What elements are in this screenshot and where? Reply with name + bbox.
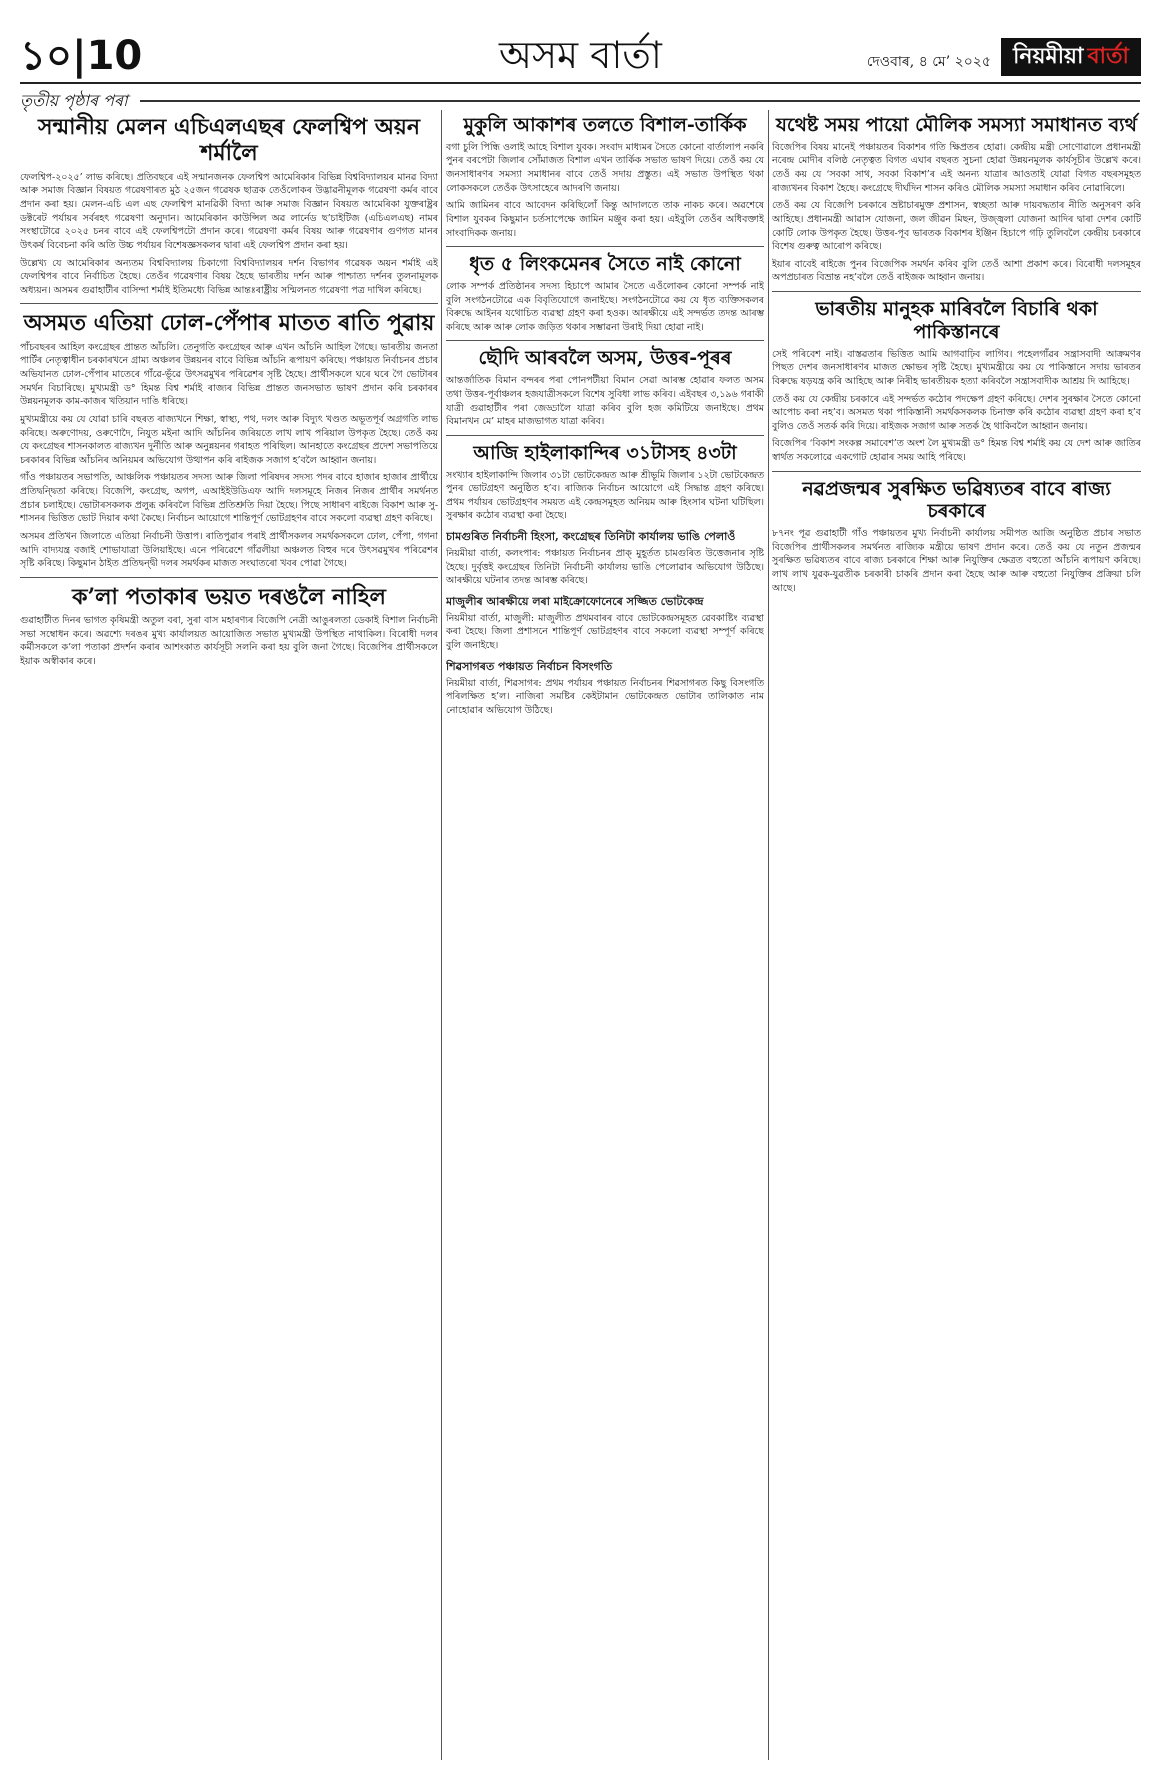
masthead [20, 20, 1141, 84]
article-headline: সন্মানীয় মেলন এচিএলএছৰ ফেলশ্বিপ অয়ন শৰ্মালৈ [37, 114, 421, 167]
divider [772, 291, 1141, 292]
article-body [20, 614, 438, 669]
article-headline: আজি হাইলাকান্দিৰ ৩১টাসহ ৪৩টা [473, 441, 737, 464]
paragraph: সেই পৰিবেশ নাই। বাস্তৱতাৰ ভিত্তিত আমি আগবাঢ়িব লাগিব। পহেলগাঁৱৰ সন্ত্ৰাসবাদী আক্ৰমণৰ পিছত দেশৰ জনসাধাৰণৰ মাজত ক্ষোভৰ সৃষ্টি হৈছে। মুখ্যমন্ত্ৰীয়ে কয় যে পাকিস্তানে সদায় ভাৰতৰ বিৰুদ্ধে ষড়যন্ত্ৰ কৰি আহিছে আৰু নিৰীহ ভাৰতীয়ক হত্যা কৰিবলৈ সন্ত্ৰাসবাদীক আশ্ৰয় দি আহিছে। [772, 348, 1141, 387]
paragraph: ফেলশ্বিপ-২০২৫’ লাভ কৰিছে। প্ৰতিবছৰে এই সন্মানজনক ফেলশ্বিপ আমেৰিকাৰ বিভিন্ন বিশ্ববিদ্যালয়ৰ মানৱ বিদ্যা আৰু সমাজ বিজ্ঞান বিষয়ত গৱেষণাৰত মুঠ ২৫জন গৱেষক ছাত্ৰক তেওঁলোকৰ উদ্ভাৱনীমূলক গৱেষণা কৰ্মৰ বাবে প্ৰদান কৰা হয়। মেলন-এচি এল এছ ফেলশ্বিপ মানৱিকী বিদ্যা আৰু সমাজ বিজ্ঞান বিষয়ত আমেৰিকা যুক্তৰাষ্ট্ৰৰ ডক্টৰেট পৰ্যায়ৰ সৰ্বৰহৎ গৱেষণা অনুদান। আমেৰিকান কাউন্সিল অৱ লাৰ্নেড ছ’চাইটিজ (এচিএলএছ) নামৰ সংস্থাটোৱে ২০২৫ চনৰ বাবে এই ফেলশ্বিপটো প্ৰদান কৰে। গৱেষণা কৰ্মৰ বিষয় আৰু গৱেষণাৰ গুণগত মানৰ উৎকৰ্ষ বিবেচনা কৰি অতি উচ্চ পৰ্যায়ৰ বিশেষজ্ঞসকলৰ দ্বাৰা এই ফেলশ্বিপ প্ৰদান কৰা হয়। [20, 171, 438, 251]
article-body [20, 171, 438, 298]
divider [446, 340, 764, 341]
divider [772, 471, 1141, 472]
column-middle [446, 110, 764, 1760]
article-headline: যথেষ্ট সময় পায়ো মৌলিক সমস্যা সমাধানত ব্যৰ্থ [775, 114, 1137, 136]
paragraph: আন্তৰ্জাতিক বিমান বন্দৰৰ পৰা পোনপটীয়া বিমান সেৱা আৰম্ভ হোৱাৰ ফলত অসম তথা উত্তৰ-পূৰ্বাঞ্চলৰ হজযাত্ৰীসকলে বিশেষ সুবিধা লাভ কৰিব। এইবছৰ ৩,১৯৬ গৰাকী যাত্ৰী গুৱাহাটীৰ পৰা জেড্ডালৈ যাত্ৰা কৰিব বুলি হজ কমিটিয়ে জনাইছে। প্ৰথম বিমানখন মে’ মাহৰ মাজভাগত যাত্ৰা কৰিব। [446, 375, 764, 428]
article-headline: ক’লা পতাকাৰ ভয়ত দৰঙলৈ নাহিল [72, 583, 386, 610]
column-divider [768, 110, 769, 1760]
paragraph: তেওঁ কয় যে কেন্দ্ৰীয় চৰকাৰে এই সন্দৰ্ভত কঠোৰ পদক্ষেপ গ্ৰহণ কৰিছে। দেশৰ সুৰক্ষাৰ সৈতে কোনো আপোচ কৰা নহ’ব। অসমত থকা পাকিস্তানী সমৰ্থকসকলক চিনাক্ত কৰি কঠোৰ ব্যৱস্থা গ্ৰহণ কৰা হ’ব বুলিও তেওঁ সতৰ্ক কৰি দিয়ে। ৰাইজক সজাগ আৰু সতৰ্ক হৈ থাকিবলৈ আহ্বান জনায়। [772, 393, 1141, 432]
article-body [20, 341, 438, 571]
section-label: তৃতীয় পৃষ্ঠাৰ পৰা [20, 91, 128, 110]
divider [20, 577, 438, 578]
column-right [772, 110, 1141, 1760]
article-body [772, 141, 1141, 285]
article-headline: ভাৰতীয় মানুহক মাৰিবলৈ বিচাৰি থকা পাকিস্তানৰে [815, 298, 1098, 343]
paragraph: মুখ্যমন্ত্ৰীয়ে কয় যে যোৱা চাৰি বছৰত ৰাজ্যখনে শিক্ষা, স্বাস্থ্য, পথ, দলং আৰু বিদ্যুৎ খণ্ডত অভূতপূৰ্ব অগ্ৰগতি লাভ কৰিছে। অৰুণোদয়, ওৰুণোদৈ, নিযুত মইনা আদি আঁচনিৰ জৰিয়তে লাখ লাখ পৰিয়াল উপকৃত হৈছে। তেওঁ কয় যে কংগ্ৰেছৰ শাসনকালত ৰাজ্যখন দুৰ্নীতি আৰু অনুন্নয়নৰ গৰাহত পৰিছিল। আনহাতে কংগ্ৰেছৰ প্ৰদেশ সভাপতিয়ে চৰকাৰৰ বিভিন্ন আঁচনিৰ অনিয়মৰ অভিযোগ উত্থাপন কৰি ৰাইজক সজাগ হ’বলৈ আহ্বান জনায়। [20, 413, 438, 466]
article-body [446, 141, 764, 240]
newspaper-logo [1001, 38, 1141, 76]
paragraph: নিয়মীয়া বাৰ্তা, শিৱসাগৰ: প্ৰথম পৰ্যায়ৰ পঞ্চায়ত নিৰ্বাচনৰ শিৱসাগৰত কিছু বিসংগতি পৰিলক্ষিত হ’ল। নাজিৰা সমষ্টিৰ কেইটামান ভোটকেন্দ্ৰত ভোটাৰ তালিকাত নাম নোহোৱাৰ অভিযোগ উঠিছে। [446, 677, 764, 716]
paragraph: বিজেপিৰ ‘বিকাশ সংকল্প সমাবেশ’ত অংশ লৈ মুখ্যমন্ত্ৰী ড° হিমন্ত বিশ্ব শৰ্মাই কয় যে দেশ আৰু জাতিৰ স্বাৰ্থত সকলোৱে একগোট হোৱাৰ সময় আহি পৰিছে। [772, 438, 1141, 464]
section-rule [140, 100, 1140, 102]
sub-headline: শিৱসাগৰত পঞ্চায়ত নিৰ্বাচন বিসংগতি [446, 659, 613, 673]
divider [446, 435, 764, 436]
paragraph: নিয়মীয়া বাৰ্তা, কলংপাৰ: পঞ্চায়ত নিৰ্বাচনৰ প্ৰাক্ মুহূৰ্তত চামগুৰিত উত্তেজনাৰ সৃষ্টি হৈছে। দুৰ্বৃত্তই কংগ্ৰেছৰ তিনিটা নিৰ্বাচনী কাৰ্যালয় ভাঙি পেলোৱাৰ অভিযোগ উঠিছে। আৰক্ষীয়ে ঘটনাৰ তদন্ত আৰম্ভ কৰিছে। [446, 548, 764, 587]
divider [446, 246, 764, 247]
paragraph: বগা চুলি পিন্ধি ওলাই আহে বিশাল যুবক। সংবাদ মাধ্যমৰ সৈতে কোনো বাৰ্তালাপ নকৰি পুনৰ বৰপেটা জিলাৰ সোঁমাজত বিশাল এখন তাৰ্কিক সভাত ভাষণ দিয়ে। তেওঁ কয় যে জনসাধাৰণৰ সমস্যা সমাধানৰ বাবে তেওঁ সদায় প্ৰস্তুত। এই সভাত উপস্থিত থকা লোকসকলে তেওঁক উৎসাহেৰে আদৰণি জনায়। [446, 141, 764, 194]
logo-accent: বাৰ্তা [1087, 42, 1129, 69]
paper-title: অসম বাৰ্তা [499, 33, 662, 77]
article-headline: অসমত এতিয়া ঢোল-পেঁপাৰ মাতত ৰাতি পুৱায় [23, 310, 435, 337]
paragraph: পাঁচবছৰৰ আহিল কংগ্ৰেছৰ প্ৰান্তত আঁচলি। তেনুগতি কংগ্ৰেছৰ আৰু এখন আঁচনি আহিল গৈছে। ভাৰতীয় জনতা পাৰ্টিৰ নেতৃত্বাধীন চৰকাৰখনে গ্ৰাম্য অঞ্চলৰ উন্নয়নৰ বাবে বিভিন্ন আঁচনি ৰূপায়ণ কৰিছে। পঞ্চায়ত নিৰ্বাচনৰ প্ৰচাৰ অভিযানত ঢোল-পেঁপাৰ মাতেৰে গাঁৱে-ভূঁৱে উৎসৱমুখৰ পৰিৱেশৰ সৃষ্টি হৈছে। প্ৰাৰ্থীসকলে ঘৰে ঘৰে গৈ ভোটাৰৰ সমৰ্থন বিচাৰিছে। মুখ্যমন্ত্ৰী ড° হিমন্ত বিশ্ব শৰ্মাই ৰাজ্যৰ বিভিন্ন প্ৰান্তত জনসভাত ভাষণ প্ৰদান কৰি চৰকাৰৰ উন্নয়নমূলক কাম-কাজৰ খতিয়ান দাঙি ধৰিছে। [20, 341, 438, 408]
paragraph: লোক সম্পৰ্ক প্ৰতিষ্ঠানৰ সদস্য হিচাপে আমাৰ সৈতে এওঁলোকৰ কোনো সম্পৰ্ক নাই বুলি সংগঠনটোৱে এক বিবৃতিযোগে জনাইছে। সংগঠনটোৱে কয় যে ধৃত ব্যক্তিসকলৰ বিৰুদ্ধে আইনৰ যথোচিত ব্যৱস্থা গ্ৰহণ কৰা হওক। আৰক্ষীয়ে এই সন্দৰ্ভত তদন্ত আৰম্ভ কৰিছে আৰু আৰু লোক জড়িত থকাৰ সম্ভাৱনা উৰাই দিয়া হোৱা নাই। [446, 280, 764, 333]
sub-headline: চামগুৰিত নিৰ্বাচনী হিংসা, কংগ্ৰেছৰ তিনিটা কাৰ্যালয় ভাঙি পেলাওঁ [446, 530, 736, 544]
paragraph: সংখ্যাৰ হাইলাকান্দি জিলাৰ ৩১টা ভোটকেন্দ্ৰত আৰু শ্ৰীভূমি জিলাৰ ১২টা ভোটকেন্দ্ৰত পুনৰ ভোটগ্ৰহণ অনুষ্ঠিত হ’ব। ৰাজ্যিক নিৰ্বাচন আয়োগে এই সিদ্ধান্ত গ্ৰহণ কৰিছে। প্ৰথম পৰ্যায়ৰ ভোটগ্ৰহণৰ সময়ত এই কেন্দ্ৰসমূহত অনিয়ম আৰু হিংসাৰ ঘটনা ঘটিছিল। সুৰক্ষাৰ কঠোৰ ব্যৱস্থা কৰা হৈছে। [446, 469, 764, 522]
column-left [20, 110, 438, 1760]
paragraph: অসমৰ প্ৰতিখন জিলাতে এতিয়া নিৰ্বাচনী উত্তাপ। ৰাতিপুৱাৰ পৰাই প্ৰাৰ্থীসকলৰ সমৰ্থকসকলে ঢোল, পেঁপা, গগনা আদি বাদ্যযন্ত্ৰ বজাই শোভাযাত্ৰা উলিয়াইছে। এনে পৰিৱেশে গাঁৱলীয়া অঞ্চলত বিহুৰ দৰে উৎসৱমুখৰ পৰিৱেশৰ সৃষ্টি কৰিছে। কিছুমান ঠাইত প্ৰতিদ্বন্দ্বী দলৰ সমৰ্থকৰ মাজত সংঘাতৰো খবৰ পোৱা গৈছে। [20, 530, 438, 570]
article-body [446, 280, 764, 335]
paragraph: ইয়াৰ বাবেই ৰাইজে পুনৰ বিজেপিক সমৰ্থন কৰিব বুলি তেওঁ আশা প্ৰকাশ কৰে। বিৰোধী দলসমূহৰ অপপ্ৰচাৰত বিভ্ৰান্ত নহ’বলৈ তেওঁ ৰাইজক আহ্বান জনায়। [772, 258, 1141, 284]
divider [20, 303, 438, 304]
paragraph: উল্লেখ্য যে আমেৰিকাৰ অন্যতম বিশ্ববিদ্যালয় চিকাগো বিশ্ববিদ্যালয়ৰ দৰ্শন বিভাগৰ গৱেষক অয়ন শৰ্মাই এই ফেলশ্বিপৰ বাবে নিৰ্বাচিত হৈছে। তেওঁৰ গৱেষণাৰ বিষয় হৈছে ভাৰতীয় দৰ্শন আৰু পাশ্চাত্য দৰ্শনৰ তুলনামূলক অধ্যয়ন। অসমৰ গুৱাহাটীৰ বাসিন্দা শৰ্মাই ইতিমধ্যে বিভিন্ন আন্তঃৰাষ্ট্ৰীয় সন্মিলনত গৱেষণা পত্ৰ দাখিল কৰিছে। [20, 257, 438, 296]
article-body [446, 469, 764, 718]
paragraph: আমি জামিনৰ বাবে আবেদন কৰিছিলোঁ কিন্তু আদালতে তাক নাকচ কৰে। অৱশেষে বিশাল যুবকৰ কিছুমান চৰ্তসাপেক্ষে জামিন মঞ্জুৰ কৰা হয়। এইবুলি তেওঁৰ অধিবক্তাই সাংবাদিকক জনায়। [446, 200, 764, 239]
paragraph: নিয়মীয়া বাৰ্তা, মাজুলী: মাজুলীত প্ৰথমবাৰৰ বাবে ভোটকেন্দ্ৰসমূহত ৱেবকাষ্টিং ব্যৱস্থা কৰা হৈছে। জিলা প্ৰশাসনে শান্তিপূৰ্ণ ভোটগ্ৰহণৰ বাবে সকলো ব্যৱস্থা সম্পূৰ্ণ কৰিছে বুলি জনাইছে। [446, 612, 764, 652]
page-number: ১০|10 [20, 33, 143, 79]
paragraph: তেওঁ কয় যে বিজেপি চৰকাৰে ভ্ৰষ্টাচাৰমুক্ত প্ৰশাসন, স্বচ্ছতা আৰু দায়বদ্ধতাৰ নীতি অনুসৰণ কৰি আহিছে। প্ৰধানমন্ত্ৰী আৱাস যোজনা, জল জীৱন মিছন, উজ্জ্বলা যোজনা আদিৰ দ্বাৰা দেশৰ কোটি কোটি লোক উপকৃত হৈছে। উত্তৰ-পূব ভাৰতক বিকাশৰ ইঞ্জিন হিচাপে গঢ়ি তুলিবলৈ কেন্দ্ৰীয় চৰকাৰে বিশেষ গুৰুত্ব আৰোপ কৰিছে। [772, 200, 1141, 253]
paragraph: বিজেপিৰ বিষয় মানেই পঞ্চায়তৰ বিকাশৰ গতি ক্ষিপ্ৰতৰ হোৱা। কেন্দ্ৰীয় মন্ত্ৰী সোণোৱালে প্ৰধানমন্ত্ৰী নৰেন্দ্ৰ মোদীৰ বলিষ্ঠ নেতৃত্বত বিগত এঘাৰ বছৰত সুচনা হোৱা উন্নয়নমূলক কাৰ্যসূচীৰ উল্লেখ কৰে। তেওঁ কয় যে ‘সবকা সাথ, সবকা বিকাশ’ৰ এই অনন্য যাত্ৰাৰ আওতাই যোৱা বিগত বছৰসমূহত ৰাজ্যখনৰ বিকাশ হৈছে। কংগ্ৰেছে দীৰ্ঘদিন শাসন কৰিও মৌলিক সমস্যা সমাধান কৰিব নোৱাৰিলে। [772, 141, 1141, 194]
paragraph: গাঁও পঞ্চায়তৰ সভাপতি, আঞ্চলিক পঞ্চায়তৰ সদস্য আৰু জিলা পৰিষদৰ সদস্য পদৰ বাবে হাজাৰ হাজাৰ প্ৰাৰ্থীয়ে প্ৰতিদ্বন্দ্বিতা কৰিছে। বিজেপি, কংগ্ৰেছ, অগপ, এআইইউডিএফ আদি দলসমূহে নিজৰ নিজৰ প্ৰাৰ্থীৰ সমৰ্থনত প্ৰচাৰ চলাইছে। ভোটাৰসকলক প্ৰলুব্ধ কৰিবলৈ বিভিন্ন প্ৰতিশ্ৰুতি দিয়া হৈছে। পিছে সাধাৰণ ৰাইজে বিকাশ আৰু সু-শাসনৰ ভিত্তিত ভোট দিয়াৰ কথা কৈছে। নিৰ্বাচন আয়োগে শান্তিপূৰ্ণ ভোটগ্ৰহণৰ বাবে সকলো ব্যৱস্থা গ্ৰহণ কৰিছে। [20, 472, 438, 525]
article-body [772, 348, 1141, 465]
article-body [446, 374, 764, 429]
logo-main: নিয়মীয়া [1013, 42, 1084, 69]
paragraph: গুৱাহাটীত দিনৰ ভাগত কৃষিমন্ত্ৰী অতুল বৰা, সুৰা বাস মহাৰণ্যৰ বিজেপি নেত্ৰী আঙুৰলতা ডেকাই বিশাল নিৰ্বাচনী সভা সম্বোধন কৰে। অৱশ্যে দৰঙৰ মুখ্য কাৰ্যালয়ত আয়োজিত সভাত মুখ্যমন্ত্ৰী উপস্থিত নাথাকিল। বিৰোধী দলৰ কৰ্মীসকলে ক’লা পতাকা প্ৰদৰ্শন কৰাৰ আশংকাত কাৰ্যসূচী সলনি কৰা হয় বুলি জনা গৈছে। বিজেপিৰ প্ৰাৰ্থীসকলে ইয়াক অস্বীকাৰ কৰে। [20, 615, 438, 668]
article-headline: ছৌদি আৰবলৈ অসম, উত্তৰ-পূৰৰ [478, 347, 732, 370]
issue-date: দেওবাৰ, ৪ মে’ ২০২৫ [866, 54, 991, 70]
article-headline: ধৃত ৫ লিংকমেনৰ সৈতে নাই কোনো [469, 253, 741, 276]
paragraph: ৮৭নং পূৱ গুৱাহাটী গাঁও পঞ্চায়তৰ মুখ্য নিৰ্বাচনী কাৰ্যালয় সমীপত আজি অনুষ্ঠিত প্ৰচাৰ সভাত বিজেপিৰ প্ৰাৰ্থীসকলৰ সমৰ্থনত ৰাজ্যিক মন্ত্ৰীয়ে ভাষণ প্ৰদান কৰে। তেওঁ কয় যে নতুন প্ৰজন্মৰ সুৰক্ষিত ভৱিষ্যতৰ বাবে ৰাজ্য চৰকাৰে শিক্ষা আৰু নিযুক্তিৰ ক্ষেত্ৰত বহুতো আঁচনি ৰূপায়ণ কৰিছে। লাখ লাখ যুৱক-যুৱতীক চৰকাৰী চাকৰি প্ৰদান কৰা হৈছে আৰু আৰু বহুতো নিযুক্তিৰ প্ৰক্ৰিয়া চলি আছে। [772, 528, 1141, 594]
article-headline: নৱপ্ৰজন্মৰ সুৰক্ষিত ভৱিষ্যতৰ বাবে ৰাজ্য চৰকাৰে [802, 477, 1111, 523]
column-divider [441, 110, 442, 1760]
sub-headline: মাজুলীৰ আৰক্ষীয়ে লৰা মাইক্ৰোফোনেৰে সজ্জিত ভোটকেন্দ্ৰ [446, 594, 704, 608]
article-body [772, 527, 1141, 595]
article-headline: মুকুলি আকাশৰ তলতে বিশাল-তাৰ্কিক [463, 114, 747, 136]
